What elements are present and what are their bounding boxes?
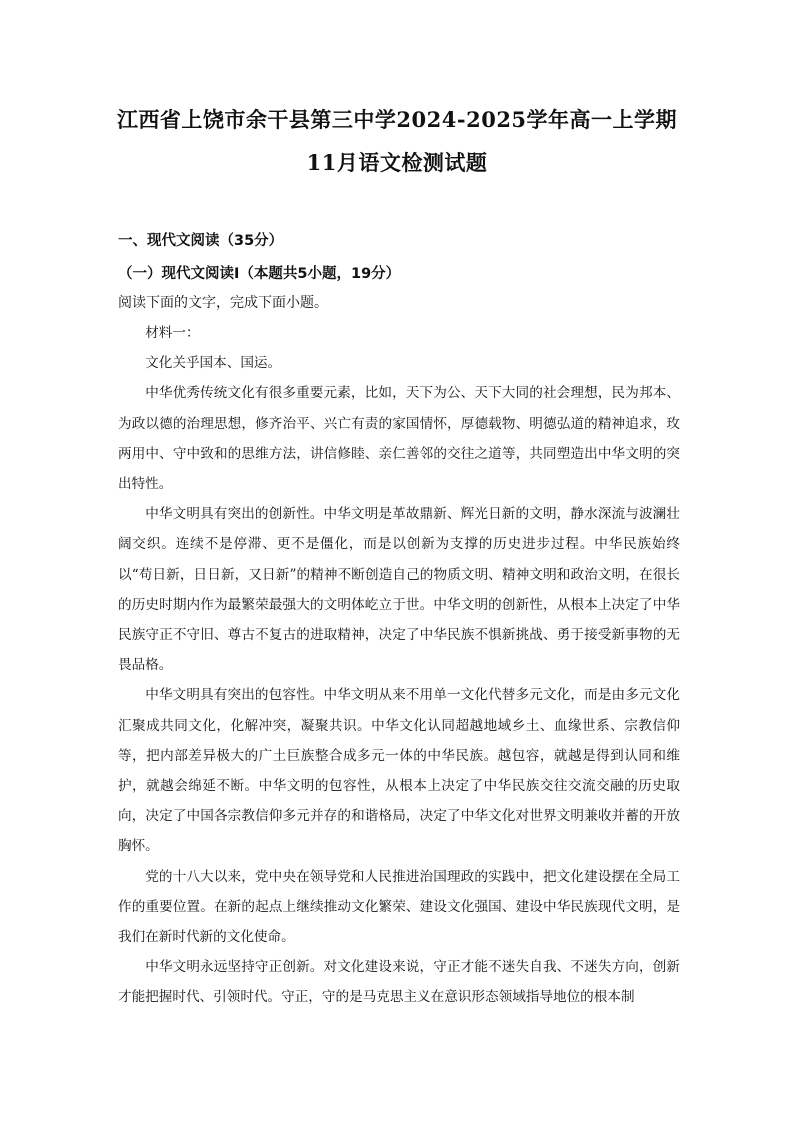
document-title-line-1: 江西省上饶市余干县第三中学2024-2025学年高一上学期: [116, 107, 678, 132]
passage-paragraph: 中华优秀传统文化有很多重要元素，比如，天下为公、天下大同的社会理想，民为邦本、为政以德的治理思想，修齐治平、兴亡有责的家国情怀，厚德载物、明德弘道的精神追求，玫两用中、守中致和的思维方法，讲信修睦、亲仁善邻的交往之道等，共同塑造出中华文明的突出特性。: [118, 385, 680, 493]
reading-instruction: 阅读下面的文字，完成下面小题。: [118, 295, 328, 311]
passage-paragraph: 中华文明具有突出的包容性。中华文明从来不用单一文化代替多元文化，而是由多元文化汇聚成共同文化，化解冲突，凝聚共识。中华文化认同超越地域乡土、血缘世系、宗教信仰等，把内部差异极大的广土巨族整合成多元一体的中华民族。越包容，就越是得到认同和维护，就越会绵延不断。中华文明的包容性，从根本上决定了中华民族交往交流交融的历史取向，决定了中国各宗教信仰多元并存的和谐格局，决定了中华文化对世界文明兼收并蓄的开放胸怀。: [118, 687, 680, 855]
passage-paragraph: 文化关乎国本、国运。: [145, 355, 282, 372]
subsection-heading-reading-1: （一）现代文阅读Ⅰ（本题共5小题，19分）: [118, 266, 401, 282]
material-label: 材料一：: [145, 325, 200, 341]
reading-passage: [118, 318, 680, 1013]
section-heading-modern-reading: 一、现代文阅读（35分）: [118, 233, 284, 249]
passage-paragraph: 中华文明具有突出的创新性。中华文明是革故鼎新、辉光日新的文明，静水深流与波澜壮阔交织。连续不是停滞、更不是僵化，而是以创新为支撑的历史进步过程。中华民族始终以“苟日新，日日新，又日新”的精神不断创造自己的物质文明、精神文明和政治文明，在很长的历史时期内作为最繁荣最强大的文明体屹立于世。中华文明的创新性，从根本上决定了中华民族守正不守旧、尊古不复古的进取精神，决定了中华民族不惧新挑战、勇于接受新事物的无畏品格。: [118, 506, 680, 674]
passage-paragraph: 党的十八大以来，党中央在领导党和人民推进治国理政的实践中，把文化建设摆在全局工作的重要位置。在新的起点上继续推动文化繁荣、建设文化强国、建设中华民族现代文明，是我们在新时代新的文化使命。: [118, 868, 680, 946]
passage-paragraph: 中华文明永远坚持守正创新。对文化建设来说，守正才能不迷失自我、不迷失方向，创新才能把握时代、引领时代。守正，守的是马克思主义在意识形态领域指导地位的根本制: [118, 959, 680, 1006]
document-title-line-2: 11月语文检测试题: [306, 150, 488, 175]
